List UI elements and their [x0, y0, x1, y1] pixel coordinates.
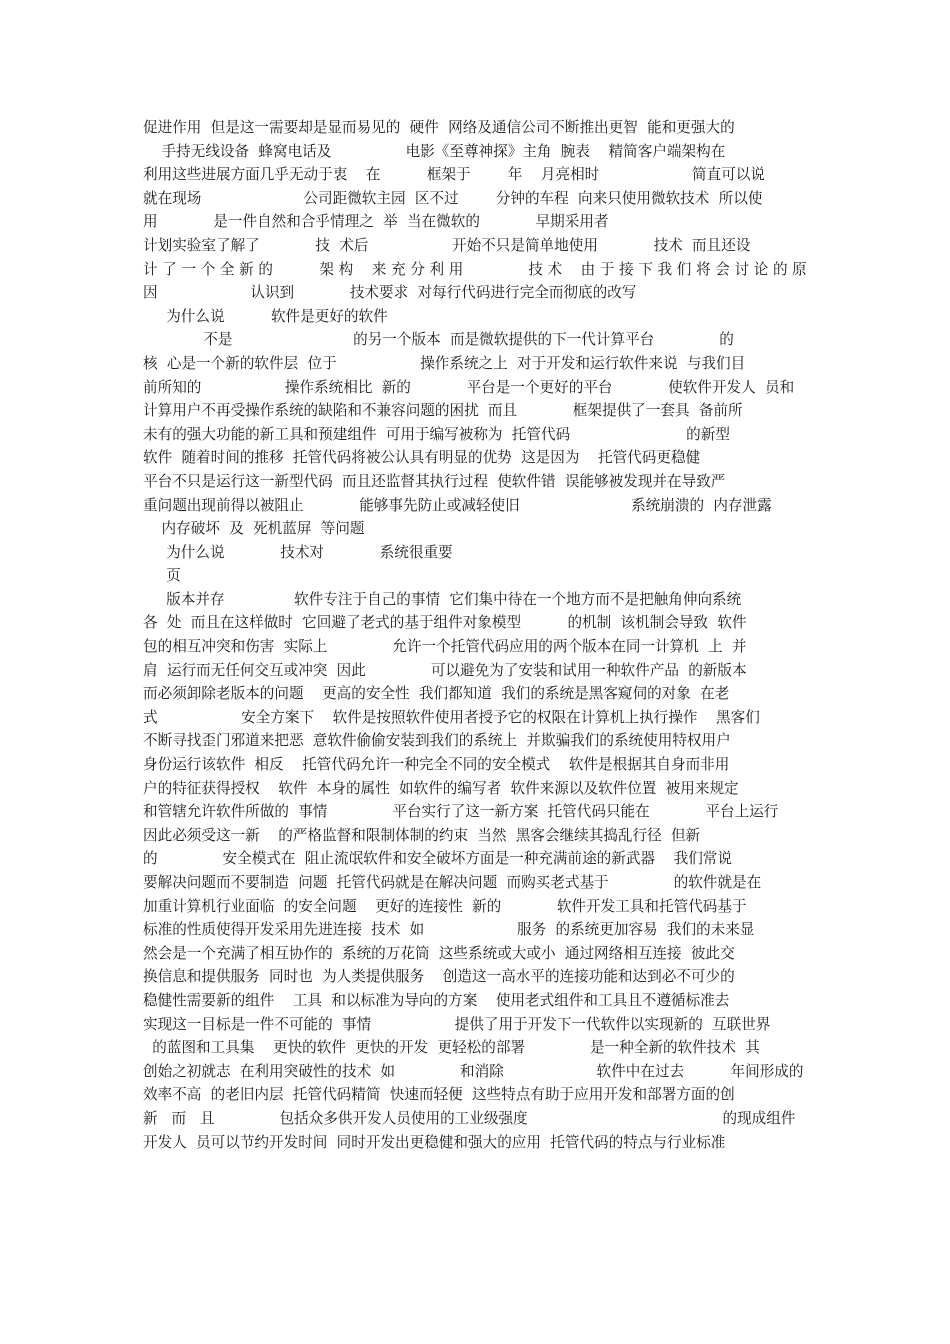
text-line: 不是 的另一个版本 而是微软提供的下一代计算平台 的 — [143, 331, 734, 349]
text-line: 户的特征获得授权 软件 本身的属性 如软件的编写者 软件来源以及软件位置 被用来规定 — [143, 779, 739, 797]
text-line: 创始之初就志 在利用突破性的技术 如 和消除 软件中在过去 年间形成的 — [143, 1062, 804, 1080]
text-line: 新 而 且 包括众多供开发人员使用的工业级强度 的现成组件 — [143, 1109, 796, 1127]
text-line: 因 认识到 技术要求 对每行代码进行完全而彻底的改写 — [143, 284, 637, 302]
page-label: 页 — [143, 567, 181, 585]
text-line: 促进作用 但是这一需要却是显而易见的 硬件 网络及通信公司不断推出更智 能和更强大的 — [143, 119, 735, 136]
body-text — [143, 116, 813, 1154]
text-line: 实现这一目标是一件不可能的 事情 提供了用于开发下一代软件以实现新的 互联世界 — [143, 1015, 771, 1033]
text-line: 前所知的 操作系统相比 新的 平台是一个更好的平台 使软件开发人 员和 — [143, 378, 795, 396]
text-line: 核 心是一个新的软件层 位于 操作系统之上 对于开发和运行软件来说 与我们目 — [143, 354, 746, 372]
text-line: 计 了 一 个 全 新 的 架 构 来 充 分 利 用 技 术 由 于 接 下 我 们 将 会 讨 论 的 原 — [143, 260, 807, 278]
text-line: 肩 运行而无任何交互或冲突 因此 可以避免为了安装和试用一种软件产品 的新版本 — [143, 661, 747, 679]
text-line: 利用这些进展方面几乎无动于衷 在 框架于 年 月亮相时 简直可以说 — [143, 166, 766, 184]
section-heading: 为什么说 技术对 系统很重要 — [143, 543, 453, 561]
text-line: 版本并存 软件专注于自己的事情 它们集中待在一个地方而不是把触角伸向系统 — [143, 590, 742, 608]
text-line: 平台不只是运行这一新型代码 而且还监督其执行过程 使软件错 误能够被发现并在导致严 — [143, 472, 726, 490]
text-line: 重问题出现前得以被阻止 能够事先防止或减轻使旧 系统崩溃的 内存泄露 — [143, 496, 772, 514]
section-heading: 为什么说 软件是更好的软件 — [143, 307, 388, 325]
text-line: 开发人 员可以节约开发时间 同时开发出更稳健和强大的应用 托管代码的特点与行业标准 — [143, 1133, 726, 1151]
text-line: 就在现场 公司距微软主园 区不过 分钟的车程 向来只使用微软技术 所以使 — [143, 189, 763, 207]
text-line: 未有的强大功能的新工具和预建组件 可用于编写被称为 托管代码 的新型 — [143, 425, 730, 443]
text-line: 稳健性需要新的组件 工具 和以标准为导向的方案 使用老式组件和工具且不遵循标准去 — [143, 991, 730, 1009]
text-line: 然会是一个充满了相互协作的 系统的万花筒 这些系统或大或小 通过网络相互连接 彼此交 — [143, 944, 735, 962]
text-line: 内存破坏 及 死机蓝屏 等问题 — [143, 520, 365, 538]
text-line: 软件 随着时间的推移 托管代码将被公认具有明显的优势 这是因为 托管代码更稳健 — [143, 449, 701, 467]
text-line: 标准的性质使得开发采用先进连接 技术 如 服务 的系统更加容易 我们的未来显 — [143, 921, 755, 939]
text-line: 和管辖允许软件所做的 事情 平台实行了这一新方案 托管代码只能在 平台上运行 — [143, 803, 779, 821]
text-line: 计算用户不再受操作系统的缺陷和不兼容问题的困扰 而且 框架提供了一套具 备前所 — [143, 402, 743, 420]
text-line: 身份运行该软件 相反 托管代码允许一种完全不同的安全模式 软件是根据其自身而非用 — [143, 756, 730, 774]
text-line: 效率不高 的老旧内层 托管代码精简 快速而轻便 这些特点有助于应用开发和部署方面的创 — [143, 1086, 735, 1104]
text-line: 的蓝图和工具集 更快的软件 更快的开发 更轻松的部署 是一种全新的软件技术 其 — [143, 1039, 760, 1057]
text-line: 计划实验室了解了 技 术后 开始不只是简单地使用 技术 而且还设 — [143, 236, 751, 254]
text-line: 不断寻找歪门邪道来把恶 意软件偷偷安装到我们的系统上 并欺骗我们的系统使用特权用户 — [143, 732, 731, 750]
text-line: 加重计算机行业面临 的安全问题 更好的连接性 新的 软件开发工具和托管代码基于 — [143, 897, 747, 915]
text-line: 式 安全方案下 软件是按照软件使用者授予它的权限在计算机上执行操作 黑客们 — [143, 708, 760, 726]
text-line: 而必须卸除老版本的问题 更高的安全性 我们都知道 我们的系统是黑客窥伺的对象 在老 — [143, 685, 730, 703]
text-line: 的 安全模式在 阻止流氓软件和安全破坏方面是一种充满前途的新武器 我们常说 — [143, 850, 732, 868]
text-line: 手持无线设备 蜂窝电话及 电影《至尊神探》主角 腕表 精简客户端架构在 — [143, 142, 726, 160]
text-line: 要解决问题而不要制造 问题 托管代码就是在解决问题 而购买老式基于 的软件就是在 — [143, 874, 762, 891]
text-line: 包的相互冲突和伤害 实际上 允许一个托管代码应用的两个版本在同一计算机 上 并 — [143, 638, 747, 656]
text-line: 换信息和提供服务 同时也 为人类提供服务 创造这一高水平的连接功能和达到必不可少的 — [143, 968, 735, 986]
text-line: 用 是一件自然和合乎情理之 举 当在微软的 早期采用者 — [143, 213, 609, 231]
text-line: 因此必须受这一新 的严格监督和限制体制的约束 当然 黑客会继续其捣乱行径 但新 — [143, 826, 701, 844]
text-line: 各 处 而且在这样做时 它回避了老式的基于组件对象模型 的机制 该机制会导致 软件 — [143, 614, 747, 632]
